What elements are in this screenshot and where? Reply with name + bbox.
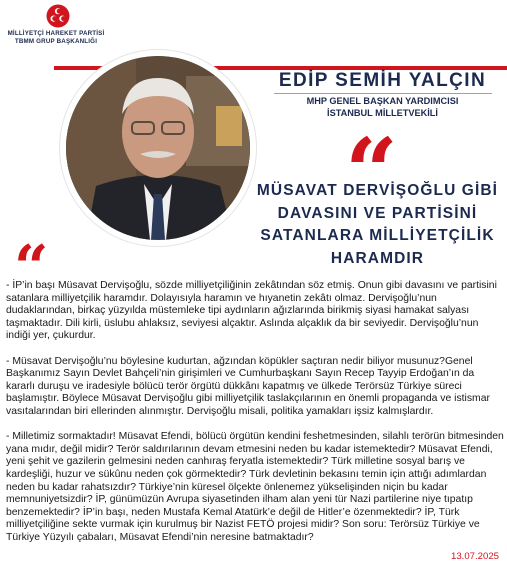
headline-line: HARAMDIR bbox=[330, 249, 425, 267]
headline bbox=[248, 180, 507, 270]
speaker-title: MHP GENEL BAŞKAN YARDIMCISI bbox=[306, 96, 459, 106]
headline-line: DAVASINI VE PARTİSİNİ bbox=[277, 204, 478, 222]
speaker-constituency: İSTANBUL MİLLETVEKİLİ bbox=[327, 108, 438, 118]
three-crescents-icon bbox=[46, 4, 70, 28]
statement-body bbox=[6, 280, 504, 544]
quote-mark-icon: “ bbox=[345, 118, 398, 226]
statement-date: 13.07.2025 bbox=[450, 551, 499, 562]
logo-party-name: MİLLİYETÇİ HAREKET PARTİSİ bbox=[7, 30, 105, 37]
speaker-portrait bbox=[66, 56, 250, 240]
quote-mark-small-icon: “ bbox=[14, 233, 49, 303]
speaker-name: EDİP SEMİH YALÇIN bbox=[278, 70, 487, 91]
name-divider bbox=[274, 93, 492, 94]
logo-group-name: TBMM GRUP BAŞKANLIĞI bbox=[14, 38, 98, 45]
headline-line: MÜSAVAT DERVİŞOĞLU GİBİ bbox=[256, 182, 499, 199]
statement-paragraph: - İP’in başı Müsavat Dervişoğlu, sözde milliyetçiliğinin zekâtından söz etmiş. Onun gibi davasını ve partisini satanlara milliyetçilik haramdır. Dolayısıyla haramın ve hıyanetin zekâtı olmaz. Dervişoğlu’nun dudaklarından, birkaç yüzyılda müstemleke tipi aydınların ağızlarında birikmiş siyasi hamakat salyası taşmaktadır. Dili kirli, üslubu ahlaksız, seviyesi alçaktır. Aslında alçaklık da bir seviyedir. Dervişoğlu’nun indiği yer, çukurdur. bbox=[6, 280, 497, 342]
statement-paragraph: - Milletimiz sormaktadır! Müsavat Efendi, bölücü örgütün kendini feshetmesinden, silahlı terörün bitmesinden yana mıdır, değil midir? Terör saldırılarının devam etmesini neden bu kadar istemektedir? Müsavat Efendi, yeni şehit ve gazilerin gelmesini neden canhıraş feryatla istemektedir? Türk milletine sosyal barış ve kardeşliği, huzur ve sükûnu neden çok görmektedir? Türk devletinin bekasını temin için attığı adımlardan neden bu kadar rahatsızdır? Türkiye’nin küresel ölçekte önlenemez yükselişinden niçin bu kadar memnuniyetsizdir? İP, günümüzün Avrupa siyasetinden ilham alan yeni tür Nazi partilerine niye tıpatıp benzemektedir? İP’in başı, neden Mustafa Kemal Atatürk’e değil de Hitler’e özenmektedir? İP, Türk milliyetçiliğine sekte vurmak için kurulmuş bir Nazist FETÖ projesi midir? Son soru: Terörsüz Türkiye ve Türkiye Yüzyılı çabaları, Müsavat Efendi’nin neresine batmaktadır? bbox=[6, 431, 504, 543]
headline-line: SATANLARA MİLLİYETÇİLİK bbox=[260, 227, 495, 244]
party-logo bbox=[0, 0, 112, 54]
statement-paragraph: - Müsavat Dervişoğlu’nu böylesine kudurtan, ağzından köpükler saçtıran nedir biliyor musunuz?Genel Başkanımız Sayın Devlet Bahçeli’nin girişimleri ve Cumhurbaşkanı Sayın Recep Tayyip Erdoğan’ın da kararlı duruşu ve iradesiyle bölücü terör örgütü dükkânı kapatmış ve ülkede Terörsüz Türkiye süreci başlamıştır. Böylece Müsavat Dervişoğlu gibi milliyetçilik taslakçılarının en önemli propaganda ve istismar vasıtalarından biri ellerinden alınmıştır. Dervişoğlu misali, politika yamakları işsiz kalmışlardır. bbox=[6, 355, 490, 417]
